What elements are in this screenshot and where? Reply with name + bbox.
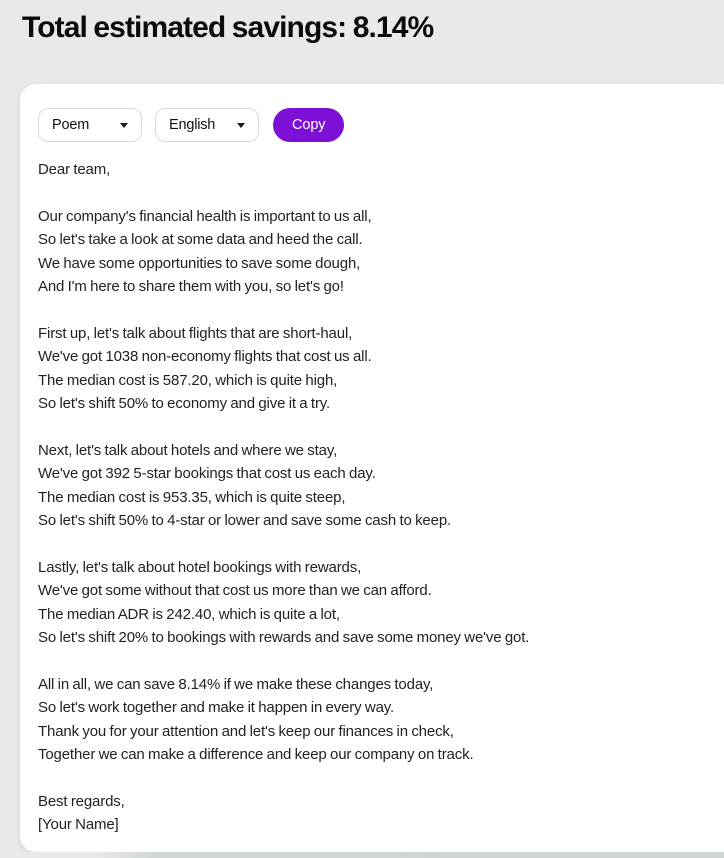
letter-line: [Your Name]: [38, 816, 119, 834]
letter-paragraph: [38, 205, 700, 299]
format-select[interactable]: [38, 108, 142, 142]
letter-line: Our company's financial health is important to us all,: [38, 207, 372, 225]
letter-line: Thank you for your attention and let's keep our finances in check,: [38, 722, 454, 740]
controls-row: [38, 108, 700, 142]
letter-paragraph: [38, 673, 700, 767]
letter-line: So let's shift 50% to 4-star or lower and save some cash to keep.: [38, 512, 452, 530]
letter-line: We've got 1038 non-economy flights that cost us all.: [38, 348, 372, 366]
letter-line: The median ADR is 242.40, which is quite a lot,: [38, 605, 340, 623]
page-title: Total estimated savings: 8.14%: [22, 11, 434, 44]
letter-line: Dear team,: [38, 161, 111, 178]
letter-line: And I'm here to share them with you, so let's go!: [38, 278, 344, 296]
letter-line: Together we can make a difference and keep our company on track.: [38, 746, 474, 764]
letter-paragraph: [38, 790, 700, 837]
letter-line: So let's take a look at some data and heed the call.: [38, 231, 363, 249]
letter-line: So let's shift 50% to economy and give it a try.: [38, 395, 331, 413]
next-section-top-edge: [0, 852, 724, 858]
language-select[interactable]: [155, 108, 259, 142]
format-select-value: Poem: [52, 117, 90, 133]
letter-body: [38, 158, 700, 837]
chevron-down-icon: [237, 123, 245, 128]
letter-line: The median cost is 587.20, which is quite high,: [38, 371, 338, 389]
letter-line: We've got 392 5-star bookings that cost us each day.: [38, 465, 376, 483]
letter-paragraph: [38, 158, 700, 181]
letter-paragraph: [38, 322, 700, 416]
letter-paragraph: [38, 439, 700, 533]
language-select-value: English: [169, 117, 216, 133]
copy-button[interactable]: Copy: [273, 108, 344, 142]
letter-line: First up, let's talk about flights that are short-haul,: [38, 324, 353, 342]
letter-line: The median cost is 953.35, which is quite steep,: [38, 488, 346, 506]
letter-line: Best regards,: [38, 792, 125, 810]
letter-line: Next, let's talk about hotels and where we stay,: [38, 441, 338, 459]
letter-paragraph: [38, 556, 700, 650]
letter-line: We've got some without that cost us more than we can afford.: [38, 582, 432, 600]
letter-line: All in all, we can save 8.14% if we make these changes today,: [38, 675, 434, 693]
letter-line: Lastly, let's talk about hotel bookings with rewards,: [38, 558, 362, 576]
letter-line: We have some opportunities to save some dough,: [38, 254, 361, 272]
letter-line: So let's shift 20% to bookings with rewards and save some money we've got.: [38, 629, 530, 647]
content-card: [20, 84, 724, 852]
letter-line: So let's work together and make it happen in every way.: [38, 699, 395, 717]
chevron-down-icon: [120, 123, 128, 128]
